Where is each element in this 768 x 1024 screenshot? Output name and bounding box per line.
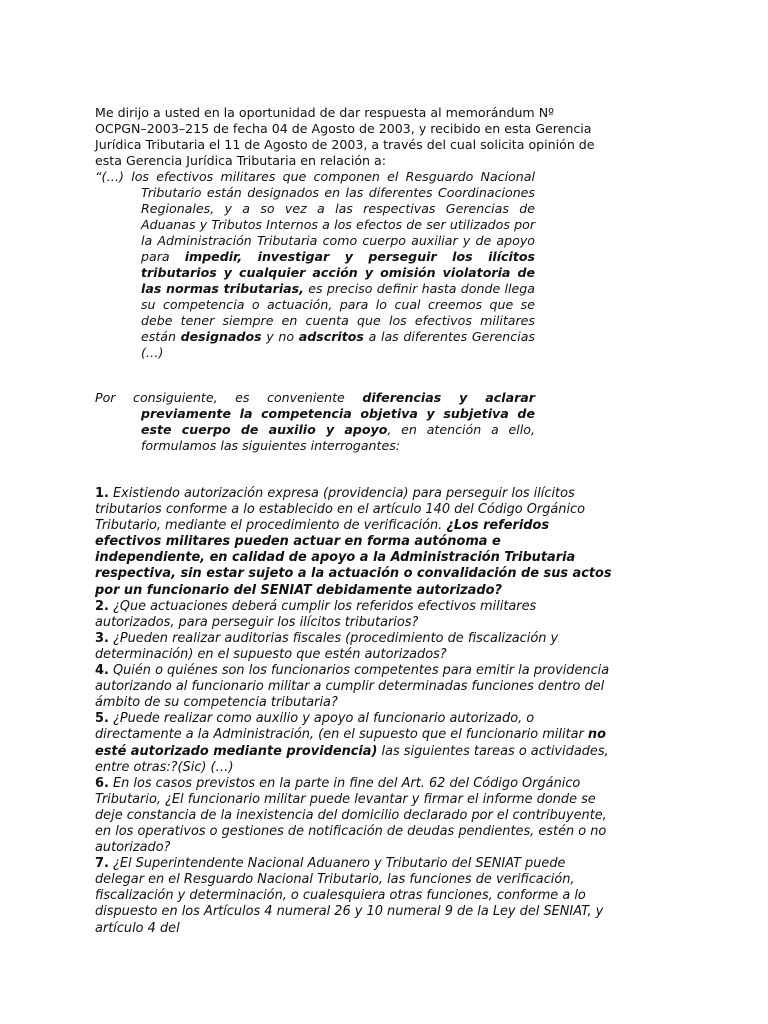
question-number: 5. bbox=[95, 711, 109, 727]
question-text: ¿Puede realizar como auxilio y apoyo al funcionario autorizado, o directamente a la Administración, (en el supuesto que el funcionario militar bbox=[95, 711, 588, 743]
question-number: 3. bbox=[95, 630, 109, 646]
question-text: ¿El Superintendente Nacional Aduanero y Tributario del SENIAT puede delegar en el Resguardo Nacional Tributario, las funciones de verificación, fiscalización y determinación, o cualesquiera otras funciones, conforme a lo dispuesto en los Artículos 4 numeral 26 y 10 numeral 9 de la Ley del SENIAT, y artículo 4 del bbox=[95, 856, 604, 936]
por-consiguiente-paragraph bbox=[95, 390, 535, 454]
question-text: Quién o quiénes son los funcionarios competentes para emitir la providencia autorizando al funcionario militar a cumplir determinadas funciones dentro del ámbito de su competencia tributaria? bbox=[95, 663, 610, 711]
intro-paragraph: Me dirijo a usted en la oportunidad de dar respuesta al memorándum Nº OCPGN–2003–215 de fecha 04 de Agosto de 2003, y recibido en esta Gerencia Jurídica Tributaria el 11 de Agosto de 2003, a través del cual solicita opinión de esta Gerencia Jurídica Tributaria en relación a: bbox=[95, 105, 595, 168]
quote-bold-2: designados bbox=[180, 329, 262, 344]
porc-text-2: , en atención a ello, formulamos las siguientes interrogantes: bbox=[141, 422, 535, 453]
question-number: 7. bbox=[95, 856, 109, 872]
question-item bbox=[95, 631, 615, 663]
porc-text-1: Por consiguiente, es conveniente bbox=[95, 390, 363, 405]
question-number: 4. bbox=[95, 663, 109, 679]
quoted-memo-paragraph bbox=[95, 169, 535, 361]
quote-text-1: “(…) los efectivos militares que componen el Resguardo Nacional Tributario están designados en las diferentes Coordinaciones Regionales, y a so vez a las respectivas Gerencias de Aduanas y Tributos Internos a los efectos de ser utilizados por la Administración Tributaria como cuerpo auxiliar y de apoyo para bbox=[95, 169, 535, 264]
question-item bbox=[95, 776, 615, 856]
question-item bbox=[95, 711, 615, 775]
quote-text-3: y no bbox=[261, 329, 299, 344]
question-text: ¿Que actuaciones deberá cumplir los referidos efectivos militares autorizados, para perseguir los ilícitos tributarios? bbox=[95, 598, 537, 630]
quote-bold-3: adscritos bbox=[298, 329, 364, 344]
question-text: ¿Pueden realizar auditorias fiscales (procedimiento de fiscalización y determinación) en el supuesto que estén autorizados? bbox=[95, 630, 559, 662]
question-number: 1. bbox=[95, 486, 109, 501]
quote-text-4: a las diferentes Gerencias (…) bbox=[141, 329, 535, 360]
question-bold-text: no esté autorizado mediante providencia) bbox=[95, 727, 606, 759]
question-text-tail: las siguientes tareas o actividades, entre otras:?(Sic) (…) bbox=[95, 743, 609, 775]
quote-text-2: es preciso definir hasta donde llega su competencia o actuación, para lo cual creemos que se debe tener siempre en cuenta que los efectivos militares están bbox=[141, 281, 535, 344]
question-item bbox=[95, 599, 615, 631]
questions-list bbox=[95, 486, 615, 937]
question-text: En los casos previstos en la parte in fine del Art. 62 del Código Orgánico Tributario, ¿El funcionario militar puede levantar y firmar el informe donde se deje constancia de la inexistencia del domicilio declarado por el contribuyente, en los operativos o gestiones de notificación de deudas pendientes, estén o no autorizado? bbox=[95, 775, 607, 856]
question-text: Existiendo autorización expresa (providencia) para perseguir los ilícitos tributarios conforme a lo establecido en el artículo 140 del Código Orgánico Tributario, mediante el procedimiento de verificación. bbox=[95, 486, 586, 534]
question-item bbox=[95, 856, 615, 936]
question-item bbox=[95, 486, 615, 599]
quote-bold-1: impedir, investigar y perseguir los ilícitos tributarios y cualquier acción y omisión violatoria de las normas tributarias, bbox=[141, 249, 535, 296]
question-number: 6. bbox=[95, 775, 109, 791]
question-item bbox=[95, 663, 615, 711]
question-number: 2. bbox=[95, 598, 109, 614]
question-bold-text: ¿Los referidos efectivos militares pueden actuar en forma autónoma e independiente, en calidad de apoyo a la Administración Tributaria respectiva, sin estar sujeto a la actuación o convalidación de sus actos por un funcionario del SENIAT debidamente autorizado? bbox=[95, 518, 612, 598]
porc-bold-1: diferencias y aclarar previamente la competencia objetiva y subjetiva de este cuerpo de auxilio y apoyo bbox=[141, 390, 535, 437]
